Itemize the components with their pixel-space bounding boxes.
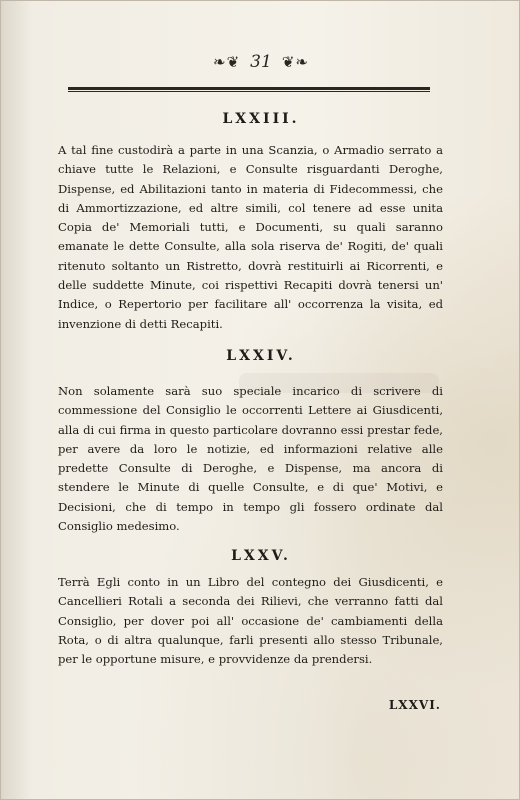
section-text-lxxiii: A tal fine custodirà a parte in una Scanzia, o Armadio serrato a chiave tutte le Relazioni, e Consulte risguardanti Deroghe, Dispense, ed Abilitazioni tanto in materia di Fidecommessi, che di Ammortizzazione, ed altre simili, col tenere ad esse unita Copia de' Memoriali tutti, e Documenti, su quali saranno emanate le dette Consulte, alla sola riserva de' Rogiti, de' quali ritenuto soltanto un Ristretto, dovrà restituirli ai Ricorrenti, e delle suddette Minute, coi rispettivi Recapiti dovrà tenersi un' Indice, o Repertorio per facilitare all' occorrenza la visita, ed invenzione di detti Recapiti. — [58, 143, 443, 331]
header-rule — [68, 87, 430, 92]
page-number: 31 — [250, 52, 272, 72]
section-text-lxxiv: Non solamente sarà suo speciale incarico di scrivere di commessione del Consiglio le occorrenti Lettere ai Giusdicenti, alla di cui firma in questo particolare dovranno essi prestar fede, per avere da loro le notizie, ed informazioni relative alle predette Consulte di Deroghe, e Dispense, ma ancora di stendere le Minute di quelle Consulte, e di que' Motivi, e Decisioni, che di tempo in tempo gli fossero ordinate dal Consiglio medesimo. — [58, 384, 443, 534]
section-text-lxxv: Terrà Egli conto in un Libro del contegno dei Giusdicenti, e Cancellieri Rotali a seconda dei Rilievi, che verranno fatti dal Consiglio, per dover poi all' occasione de' cambiamenti della Rota, o di altra qualunque, farli presenti allo stesso Tribunale, per le opportune misure, e provvidenze da prendersi. — [58, 575, 443, 667]
catchword: LXXVI. — [388, 698, 441, 712]
section-heading-lxxiv: LXXIV. — [226, 348, 296, 364]
right-ornament-icon: ❦❧ — [281, 53, 309, 71]
section-heading-lxxiii: LXXIII. — [222, 111, 300, 127]
left-ornament-icon: ❧❦ — [213, 53, 241, 71]
section-heading-lxxv: LXXV. — [231, 548, 291, 564]
page-header — [1, 49, 520, 75]
